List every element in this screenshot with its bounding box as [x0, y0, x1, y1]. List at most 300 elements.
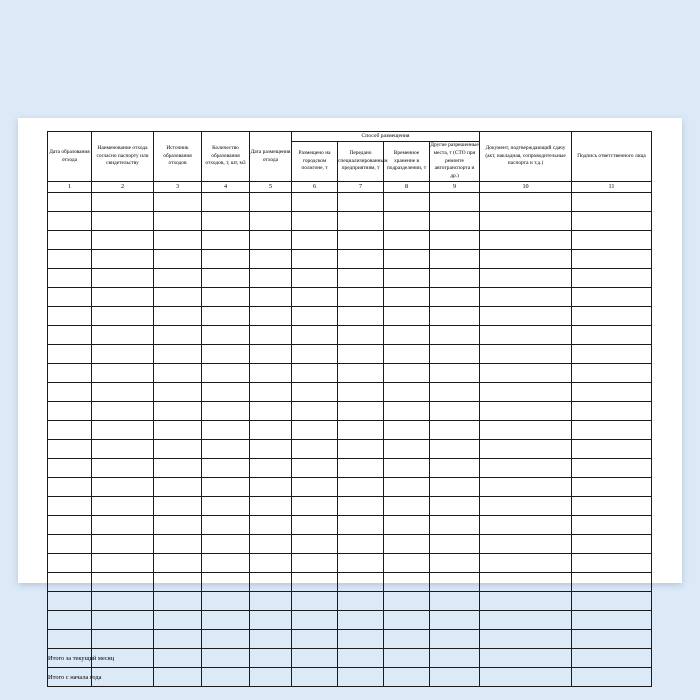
- table-cell[interactable]: [430, 269, 480, 288]
- total-cell[interactable]: [202, 649, 250, 668]
- table-cell[interactable]: [572, 478, 652, 497]
- table-cell[interactable]: [154, 288, 202, 307]
- table-cell[interactable]: [572, 421, 652, 440]
- table-cell[interactable]: [202, 497, 250, 516]
- table-cell[interactable]: [480, 478, 572, 497]
- table-cell[interactable]: [92, 592, 154, 611]
- table-cell[interactable]: [202, 611, 250, 630]
- table-cell[interactable]: [202, 250, 250, 269]
- table-cell[interactable]: [384, 440, 430, 459]
- table-cell[interactable]: [250, 573, 292, 592]
- table-cell[interactable]: [384, 383, 430, 402]
- table-cell[interactable]: [202, 288, 250, 307]
- table-row[interactable]: [48, 288, 652, 307]
- table-cell[interactable]: [154, 554, 202, 573]
- table-cell[interactable]: [154, 630, 202, 649]
- table-row[interactable]: [48, 478, 652, 497]
- total-cell[interactable]: [250, 668, 292, 687]
- table-cell[interactable]: [430, 573, 480, 592]
- table-cell[interactable]: [338, 440, 384, 459]
- table-cell[interactable]: [572, 212, 652, 231]
- table-cell[interactable]: [48, 611, 92, 630]
- table-cell[interactable]: [480, 364, 572, 383]
- table-cell[interactable]: [92, 630, 154, 649]
- table-cell[interactable]: [154, 326, 202, 345]
- table-cell[interactable]: [292, 592, 338, 611]
- table-cell[interactable]: [338, 535, 384, 554]
- table-cell[interactable]: [572, 288, 652, 307]
- table-cell[interactable]: [384, 307, 430, 326]
- table-row[interactable]: [48, 630, 652, 649]
- table-cell[interactable]: [154, 212, 202, 231]
- table-cell[interactable]: [292, 193, 338, 212]
- table-cell[interactable]: [384, 478, 430, 497]
- table-cell[interactable]: [338, 231, 384, 250]
- table-cell[interactable]: [154, 402, 202, 421]
- table-cell[interactable]: [250, 193, 292, 212]
- table-cell[interactable]: [92, 231, 154, 250]
- table-cell[interactable]: [154, 478, 202, 497]
- table-cell[interactable]: [384, 459, 430, 478]
- table-cell[interactable]: [202, 383, 250, 402]
- table-cell[interactable]: [48, 440, 92, 459]
- table-row[interactable]: [48, 345, 652, 364]
- table-cell[interactable]: [250, 231, 292, 250]
- table-cell[interactable]: [292, 630, 338, 649]
- table-cell[interactable]: [572, 326, 652, 345]
- table-row[interactable]: [48, 459, 652, 478]
- table-cell[interactable]: [338, 573, 384, 592]
- table-cell[interactable]: [430, 421, 480, 440]
- total-cell[interactable]: [250, 649, 292, 668]
- table-cell[interactable]: [572, 231, 652, 250]
- table-cell[interactable]: [250, 345, 292, 364]
- table-cell[interactable]: [92, 611, 154, 630]
- table-cell[interactable]: [202, 440, 250, 459]
- table-cell[interactable]: [384, 516, 430, 535]
- table-cell[interactable]: [250, 288, 292, 307]
- table-cell[interactable]: [154, 459, 202, 478]
- table-cell[interactable]: [480, 497, 572, 516]
- table-cell[interactable]: [154, 269, 202, 288]
- table-row[interactable]: [48, 421, 652, 440]
- table-cell[interactable]: [292, 573, 338, 592]
- table-cell[interactable]: [572, 611, 652, 630]
- table-cell[interactable]: [384, 630, 430, 649]
- table-cell[interactable]: [338, 193, 384, 212]
- table-cell[interactable]: [92, 307, 154, 326]
- table-cell[interactable]: [292, 402, 338, 421]
- table-cell[interactable]: [292, 307, 338, 326]
- table-cell[interactable]: [430, 383, 480, 402]
- table-cell[interactable]: [292, 516, 338, 535]
- table-cell[interactable]: [202, 212, 250, 231]
- table-cell[interactable]: [154, 592, 202, 611]
- total-cell[interactable]: [430, 649, 480, 668]
- table-cell[interactable]: [480, 269, 572, 288]
- table-cell[interactable]: [430, 193, 480, 212]
- table-cell[interactable]: [430, 288, 480, 307]
- table-cell[interactable]: [48, 592, 92, 611]
- table-cell[interactable]: [202, 345, 250, 364]
- table-cell[interactable]: [250, 307, 292, 326]
- table-cell[interactable]: [250, 440, 292, 459]
- table-cell[interactable]: [572, 535, 652, 554]
- table-cell[interactable]: [572, 250, 652, 269]
- table-cell[interactable]: [48, 421, 92, 440]
- table-cell[interactable]: [292, 554, 338, 573]
- table-cell[interactable]: [92, 459, 154, 478]
- table-cell[interactable]: [92, 535, 154, 554]
- table-cell[interactable]: [250, 535, 292, 554]
- table-cell[interactable]: [202, 592, 250, 611]
- table-cell[interactable]: [48, 516, 92, 535]
- table-cell[interactable]: [384, 288, 430, 307]
- total-cell[interactable]: [292, 649, 338, 668]
- table-cell[interactable]: [480, 231, 572, 250]
- table-cell[interactable]: [202, 459, 250, 478]
- total-cell[interactable]: [338, 649, 384, 668]
- table-cell[interactable]: [338, 307, 384, 326]
- table-cell[interactable]: [154, 535, 202, 554]
- total-cell[interactable]: [480, 668, 572, 687]
- table-cell[interactable]: [430, 402, 480, 421]
- table-cell[interactable]: [250, 250, 292, 269]
- table-cell[interactable]: [48, 345, 92, 364]
- table-cell[interactable]: [250, 402, 292, 421]
- table-cell[interactable]: [480, 326, 572, 345]
- table-cell[interactable]: [480, 383, 572, 402]
- table-cell[interactable]: [92, 402, 154, 421]
- table-cell[interactable]: [48, 212, 92, 231]
- table-cell[interactable]: [48, 573, 92, 592]
- table-cell[interactable]: [250, 269, 292, 288]
- table-cell[interactable]: [92, 345, 154, 364]
- table-cell[interactable]: [292, 326, 338, 345]
- table-cell[interactable]: [48, 497, 92, 516]
- table-cell[interactable]: [384, 326, 430, 345]
- table-cell[interactable]: [48, 288, 92, 307]
- table-cell[interactable]: [48, 459, 92, 478]
- table-cell[interactable]: [338, 516, 384, 535]
- table-cell[interactable]: [384, 535, 430, 554]
- table-cell[interactable]: [92, 288, 154, 307]
- table-cell[interactable]: [92, 573, 154, 592]
- table-cell[interactable]: [572, 402, 652, 421]
- table-cell[interactable]: [338, 269, 384, 288]
- table-cell[interactable]: [338, 288, 384, 307]
- table-cell[interactable]: [338, 630, 384, 649]
- total-cell[interactable]: [480, 649, 572, 668]
- table-cell[interactable]: [292, 288, 338, 307]
- table-cell[interactable]: [92, 364, 154, 383]
- table-cell[interactable]: [384, 364, 430, 383]
- table-cell[interactable]: [430, 364, 480, 383]
- table-cell[interactable]: [92, 250, 154, 269]
- table-cell[interactable]: [480, 573, 572, 592]
- table-cell[interactable]: [430, 459, 480, 478]
- table-cell[interactable]: [48, 554, 92, 573]
- table-cell[interactable]: [572, 193, 652, 212]
- table-cell[interactable]: [338, 421, 384, 440]
- table-cell[interactable]: [430, 592, 480, 611]
- table-cell[interactable]: [48, 307, 92, 326]
- table-cell[interactable]: [92, 516, 154, 535]
- table-cell[interactable]: [384, 611, 430, 630]
- table-cell[interactable]: [48, 402, 92, 421]
- table-cell[interactable]: [202, 421, 250, 440]
- table-cell[interactable]: [202, 554, 250, 573]
- table-cell[interactable]: [92, 326, 154, 345]
- table-cell[interactable]: [154, 611, 202, 630]
- table-cell[interactable]: [292, 421, 338, 440]
- table-cell[interactable]: [250, 478, 292, 497]
- table-cell[interactable]: [572, 307, 652, 326]
- table-cell[interactable]: [48, 250, 92, 269]
- table-row[interactable]: [48, 573, 652, 592]
- table-row[interactable]: [48, 364, 652, 383]
- table-row[interactable]: [48, 269, 652, 288]
- total-cell[interactable]: [572, 668, 652, 687]
- total-cell[interactable]: [202, 668, 250, 687]
- table-cell[interactable]: [202, 516, 250, 535]
- table-cell[interactable]: [384, 193, 430, 212]
- table-cell[interactable]: [572, 383, 652, 402]
- table-cell[interactable]: [48, 364, 92, 383]
- table-cell[interactable]: [338, 478, 384, 497]
- table-cell[interactable]: [292, 364, 338, 383]
- table-cell[interactable]: [572, 269, 652, 288]
- table-cell[interactable]: [384, 421, 430, 440]
- table-cell[interactable]: [154, 440, 202, 459]
- table-row[interactable]: [48, 516, 652, 535]
- table-cell[interactable]: [572, 630, 652, 649]
- table-cell[interactable]: [202, 535, 250, 554]
- table-cell[interactable]: [480, 630, 572, 649]
- table-cell[interactable]: [338, 497, 384, 516]
- table-cell[interactable]: [430, 611, 480, 630]
- table-cell[interactable]: [154, 345, 202, 364]
- table-cell[interactable]: [92, 497, 154, 516]
- table-cell[interactable]: [430, 307, 480, 326]
- table-cell[interactable]: [430, 554, 480, 573]
- table-cell[interactable]: [292, 611, 338, 630]
- table-cell[interactable]: [338, 364, 384, 383]
- table-cell[interactable]: [292, 250, 338, 269]
- table-cell[interactable]: [430, 326, 480, 345]
- table-row[interactable]: [48, 535, 652, 554]
- table-cell[interactable]: [384, 497, 430, 516]
- table-cell[interactable]: [430, 497, 480, 516]
- table-cell[interactable]: [250, 630, 292, 649]
- table-cell[interactable]: [250, 212, 292, 231]
- table-row[interactable]: [48, 497, 652, 516]
- table-cell[interactable]: [572, 459, 652, 478]
- table-cell[interactable]: [202, 193, 250, 212]
- table-row[interactable]: [48, 383, 652, 402]
- table-cell[interactable]: [202, 231, 250, 250]
- table-cell[interactable]: [154, 193, 202, 212]
- table-cell[interactable]: [292, 269, 338, 288]
- table-cell[interactable]: [48, 193, 92, 212]
- table-cell[interactable]: [92, 440, 154, 459]
- total-cell[interactable]: [384, 649, 430, 668]
- table-cell[interactable]: [572, 573, 652, 592]
- table-cell[interactable]: [480, 421, 572, 440]
- table-cell[interactable]: [292, 535, 338, 554]
- table-cell[interactable]: [154, 516, 202, 535]
- table-cell[interactable]: [338, 250, 384, 269]
- table-cell[interactable]: [430, 440, 480, 459]
- table-row[interactable]: [48, 250, 652, 269]
- table-cell[interactable]: [430, 250, 480, 269]
- table-cell[interactable]: [430, 630, 480, 649]
- table-cell[interactable]: [480, 307, 572, 326]
- table-cell[interactable]: [202, 573, 250, 592]
- total-cell[interactable]: [384, 668, 430, 687]
- table-cell[interactable]: [480, 516, 572, 535]
- total-cell[interactable]: [338, 668, 384, 687]
- table-row[interactable]: [48, 592, 652, 611]
- table-cell[interactable]: [48, 630, 92, 649]
- table-cell[interactable]: [250, 516, 292, 535]
- table-cell[interactable]: [430, 478, 480, 497]
- total-cell[interactable]: [154, 649, 202, 668]
- table-cell[interactable]: [480, 592, 572, 611]
- table-row[interactable]: [48, 193, 652, 212]
- table-cell[interactable]: [338, 611, 384, 630]
- table-cell[interactable]: [92, 212, 154, 231]
- table-cell[interactable]: [292, 478, 338, 497]
- table-cell[interactable]: [480, 250, 572, 269]
- table-cell[interactable]: [92, 478, 154, 497]
- table-cell[interactable]: [430, 345, 480, 364]
- table-cell[interactable]: [384, 345, 430, 364]
- table-cell[interactable]: [154, 573, 202, 592]
- table-cell[interactable]: [430, 535, 480, 554]
- table-cell[interactable]: [48, 383, 92, 402]
- table-cell[interactable]: [384, 250, 430, 269]
- table-cell[interactable]: [250, 554, 292, 573]
- table-cell[interactable]: [292, 440, 338, 459]
- table-cell[interactable]: [384, 573, 430, 592]
- table-cell[interactable]: [154, 421, 202, 440]
- table-row[interactable]: [48, 212, 652, 231]
- table-row[interactable]: [48, 326, 652, 345]
- table-cell[interactable]: [292, 383, 338, 402]
- table-cell[interactable]: [338, 459, 384, 478]
- table-cell[interactable]: [480, 212, 572, 231]
- table-cell[interactable]: [202, 402, 250, 421]
- table-row[interactable]: [48, 440, 652, 459]
- table-cell[interactable]: [48, 478, 92, 497]
- table-cell[interactable]: [338, 592, 384, 611]
- table-cell[interactable]: [250, 592, 292, 611]
- table-cell[interactable]: [250, 364, 292, 383]
- table-cell[interactable]: [480, 440, 572, 459]
- table-cell[interactable]: [430, 212, 480, 231]
- table-cell[interactable]: [154, 383, 202, 402]
- table-cell[interactable]: [202, 478, 250, 497]
- table-cell[interactable]: [480, 402, 572, 421]
- table-cell[interactable]: [384, 402, 430, 421]
- table-cell[interactable]: [384, 554, 430, 573]
- table-cell[interactable]: [48, 269, 92, 288]
- table-cell[interactable]: [154, 231, 202, 250]
- table-cell[interactable]: [154, 307, 202, 326]
- table-cell[interactable]: [202, 364, 250, 383]
- table-cell[interactable]: [480, 288, 572, 307]
- table-cell[interactable]: [572, 516, 652, 535]
- table-cell[interactable]: [384, 212, 430, 231]
- table-cell[interactable]: [338, 212, 384, 231]
- table-cell[interactable]: [572, 554, 652, 573]
- table-cell[interactable]: [384, 269, 430, 288]
- total-cell[interactable]: [292, 668, 338, 687]
- total-cell[interactable]: [572, 649, 652, 668]
- table-cell[interactable]: [480, 345, 572, 364]
- table-cell[interactable]: [292, 212, 338, 231]
- table-cell[interactable]: [292, 345, 338, 364]
- table-row[interactable]: [48, 611, 652, 630]
- table-cell[interactable]: [92, 421, 154, 440]
- table-cell[interactable]: [250, 421, 292, 440]
- table-cell[interactable]: [572, 440, 652, 459]
- table-cell[interactable]: [92, 554, 154, 573]
- table-cell[interactable]: [384, 231, 430, 250]
- table-cell[interactable]: [202, 630, 250, 649]
- table-cell[interactable]: [430, 231, 480, 250]
- total-cell[interactable]: [430, 668, 480, 687]
- total-cell[interactable]: [154, 668, 202, 687]
- table-cell[interactable]: [338, 326, 384, 345]
- table-cell[interactable]: [250, 383, 292, 402]
- table-cell[interactable]: [480, 193, 572, 212]
- table-cell[interactable]: [430, 516, 480, 535]
- table-cell[interactable]: [48, 326, 92, 345]
- table-cell[interactable]: [480, 611, 572, 630]
- table-cell[interactable]: [480, 535, 572, 554]
- table-cell[interactable]: [154, 497, 202, 516]
- table-cell[interactable]: [292, 459, 338, 478]
- table-cell[interactable]: [572, 592, 652, 611]
- table-cell[interactable]: [480, 459, 572, 478]
- table-row[interactable]: [48, 231, 652, 250]
- table-cell[interactable]: [338, 345, 384, 364]
- table-cell[interactable]: [338, 402, 384, 421]
- table-cell[interactable]: [154, 364, 202, 383]
- table-cell[interactable]: [48, 535, 92, 554]
- table-cell[interactable]: [250, 497, 292, 516]
- table-cell[interactable]: [292, 231, 338, 250]
- table-cell[interactable]: [92, 383, 154, 402]
- table-cell[interactable]: [338, 383, 384, 402]
- table-cell[interactable]: [250, 326, 292, 345]
- table-cell[interactable]: [202, 326, 250, 345]
- table-cell[interactable]: [338, 554, 384, 573]
- table-cell[interactable]: [202, 269, 250, 288]
- table-cell[interactable]: [480, 554, 572, 573]
- table-row[interactable]: [48, 307, 652, 326]
- table-cell[interactable]: [92, 193, 154, 212]
- table-cell[interactable]: [250, 459, 292, 478]
- table-cell[interactable]: [202, 307, 250, 326]
- table-cell[interactable]: [572, 364, 652, 383]
- table-cell[interactable]: [92, 269, 154, 288]
- table-cell[interactable]: [572, 345, 652, 364]
- table-cell[interactable]: [48, 231, 92, 250]
- table-cell[interactable]: [154, 250, 202, 269]
